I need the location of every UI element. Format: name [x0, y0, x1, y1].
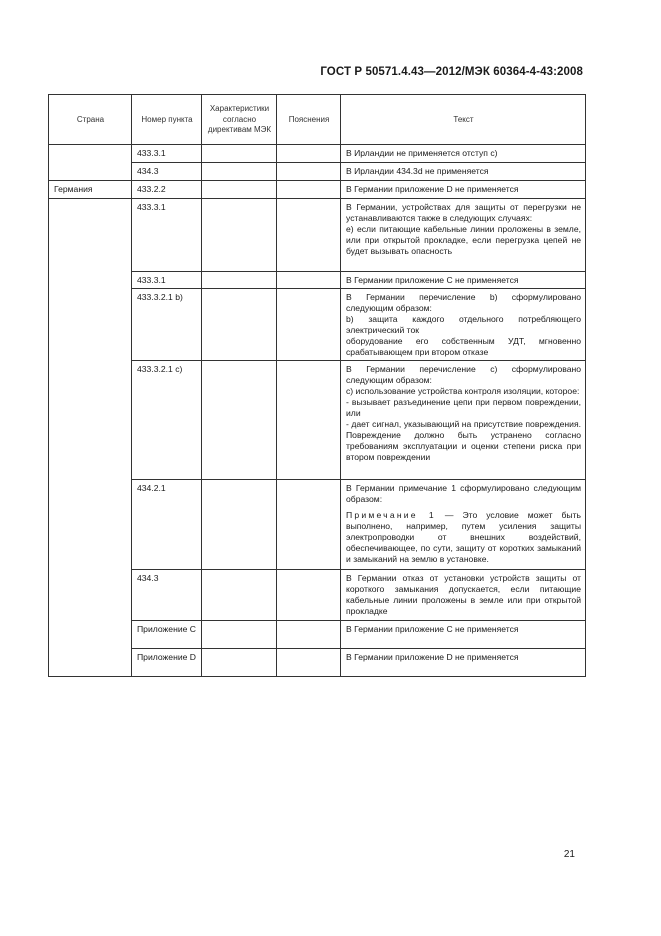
- col-header-item: Номер пункта: [132, 95, 202, 145]
- document-header: ГОСТ Р 50571.4.43—2012/МЭК 60364-4-43:2008: [320, 66, 583, 78]
- item-cell: 434.2.1: [132, 480, 202, 570]
- note-text: — Это условие может быть выполнено, например, путем усиления защиты электропроводки от внешних воздействий, обеспечивающее, по сути, защиту от коротких замыканий и замыканий на землю в установке.: [346, 510, 581, 564]
- col-header-text: Текст: [341, 95, 586, 145]
- page-number: 21: [563, 849, 575, 860]
- text-cell: В Германии перечисление c) сформулировано следующим образом: c) использование устройства контроля изоляции, которое: - вызывает разъединение цепи при первом повреждении, или - дает сигнал, указывающий на присутствие повреждения. Повреждение должно быть устранено согласно требованиям эксплуатации и оценки степени риска при втором повреждении: [341, 361, 586, 480]
- item-cell: 433.3.1: [132, 272, 202, 289]
- item-cell: 434.3: [132, 570, 202, 621]
- text-cell: В Германии отказ от установки устройств защиты от короткого замыкания допускается, если питающие кабельные линии проложены в земле или при открытой прокладке: [341, 570, 586, 621]
- text-cell: В Германии, устройствах для защиты от перегрузки не устанавливаются также в следующих случаях: e) если питающие кабельные линии проложены в земле, или при открытой прокладке, если перегрузка цепей не будет вызывать опасность: [341, 199, 586, 272]
- col-header-explanations: Пояснения: [277, 95, 341, 145]
- country-deviations-table: [48, 94, 586, 677]
- item-cell: Приложение D: [132, 649, 202, 677]
- text-cell: В Германии приложение С не применяется: [341, 621, 586, 649]
- country-cell: [49, 145, 132, 181]
- item-cell: 434.3: [132, 163, 202, 181]
- text-cell: В Германии приложение D не применяется: [341, 649, 586, 677]
- country-cell: Германия: [49, 181, 132, 199]
- note-title: Примечание 1: [346, 510, 436, 520]
- country-cell: [49, 199, 132, 677]
- item-cell: 433.3.1: [132, 199, 202, 272]
- text-cell: В Германии приложение D не применяется: [341, 181, 586, 199]
- text-cell: В Ирландии не применяется отступ c): [341, 145, 586, 163]
- table-row: [49, 181, 586, 199]
- text-cell: В Германии примечание 1 сформулировано следующим образом: Примечание 1 — Это условие может быть выполнено, например, путем усиления защиты электропроводки от внешних воздействий, обеспечивающее, по сути, защиту от коротких замыканий и замыканий на землю в установке.: [341, 480, 586, 570]
- item-cell: 433.3.2.1 b): [132, 289, 202, 361]
- item-cell: Приложение С: [132, 621, 202, 649]
- item-cell: 433.2.2: [132, 181, 202, 199]
- text-cell: В Германии приложение С не применяется: [341, 272, 586, 289]
- item-cell: 433.3.2.1 c): [132, 361, 202, 480]
- table-row: [49, 145, 586, 163]
- col-header-country: Страна: [49, 95, 132, 145]
- table-row: [49, 199, 586, 272]
- text-cell: В Германии перечисление b) сформулировано следующим образом: b) защита каждого отдельного потребляющего электрический ток оборудование его собственным УДТ, мгновенно срабатывающем при втором отказе: [341, 289, 586, 361]
- item-cell: 433.3.1: [132, 145, 202, 163]
- table-header-row: [49, 95, 586, 145]
- text-cell: В Ирландии 434.3d не применяется: [341, 163, 586, 181]
- col-header-characteristics: Характеристики согласно директивам МЭК: [202, 95, 277, 145]
